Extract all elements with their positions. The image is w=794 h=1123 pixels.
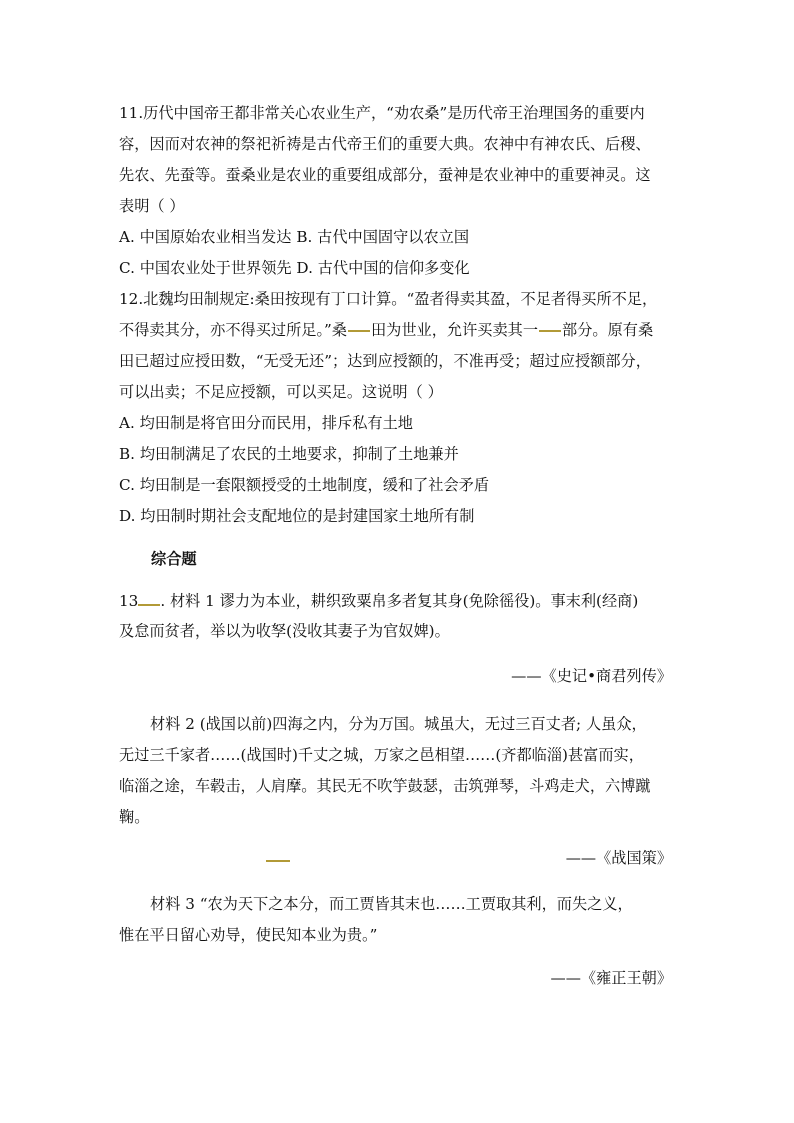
q13-material-3-line-1: 材料 3 “农为天下之本分，而工贾皆其末也……工贾取其利，而失之义， bbox=[150, 895, 633, 913]
q11-stem-line-1: 11.历代中国帝王都非常关心农业生产，“劝农桑”是历代帝王治理国务的重要内 bbox=[119, 104, 645, 122]
q12-stem-line-2 bbox=[119, 320, 653, 340]
underline-mark bbox=[348, 330, 370, 332]
q13-material-3-line-2: 惟在平日留心劝导，使民知本业为贵。” bbox=[119, 926, 378, 944]
underline-mark bbox=[138, 590, 160, 606]
q13-material-3-source: ——《雍正王朝》 bbox=[550, 969, 672, 987]
q12-option-a: A. 均田制是将官田分而民用，排斥私有土地 bbox=[119, 414, 413, 432]
q12-option-b: B. 均田制满足了农民的土地要求，抑制了土地兼并 bbox=[119, 445, 459, 463]
q12-stem-line-2b: 桑 bbox=[331, 321, 347, 339]
q11-options-ab: A. 中国原始农业相当发达 B. 古代中国固守以农立国 bbox=[119, 228, 470, 246]
underline-mark bbox=[539, 330, 561, 332]
section-title: 综合题 bbox=[151, 550, 197, 568]
underline-mark bbox=[266, 860, 290, 862]
q12-stem-line-2c: 田为世业，允许买卖其一 bbox=[370, 321, 539, 339]
q12-option-d: D. 均田制时期社会支配地位的是封建国家土地所有制 bbox=[119, 507, 475, 525]
q12-stem-line-3: 田已超过应授田数，“无受无还”；达到应授额的，不准再受；超过应授额部分， bbox=[119, 352, 651, 370]
q11-options-cd: C. 中国农业处于世界领先 D. 古代中国的信仰多变化 bbox=[119, 259, 470, 277]
q11-stem-line-3: 先农、先蚕等。蚕桑业是农业的重要组成部分，蚕神是农业神中的重要神灵。这 bbox=[119, 166, 651, 184]
q13-material-2-line-4: 鞠。 bbox=[119, 808, 150, 826]
q11-stem-line-4: 表明（ ） bbox=[119, 197, 185, 215]
q12-option-c: C. 均田制是一套限额授受的土地制度，缓和了社会矛盾 bbox=[119, 476, 490, 494]
q13-material-2-line-3: 临淄之途，车毂击，人肩摩。其民无不吹竽鼓瑟，击筑弹琴，斗鸡走犬，六博蹴 bbox=[119, 777, 651, 795]
q13-material-1-source: ——《史记•商君列传》 bbox=[511, 667, 672, 685]
q12-stem-line-1: 12.北魏均田制规定:桑田按现有丁口计算。“盈者得卖其盈，不足者得买所不足， bbox=[119, 290, 658, 308]
q13-material-1-text: . 材料 1 谬力为本业，耕织致粟帛多者复其身(免除徭役)。事末利(经商) bbox=[160, 592, 639, 610]
q13-material-2-line-2: 无过三千家者……(战国时)千丈之城，万家之邑相望……(齐都临淄)甚富而实， bbox=[119, 746, 644, 764]
q12-stem-line-2d: 部分。原有桑 bbox=[562, 321, 654, 339]
q11-stem-line-2: 容，因而对农神的祭祀祈祷是古代帝王们的重要大典。农神中有神农氏、后稷、 bbox=[119, 135, 651, 153]
q13-material-1-line-2: 及怠而贫者，举以为收孥(没收其妻子为官奴婢)。 bbox=[119, 622, 450, 640]
q13-material-1-line-1 bbox=[119, 590, 638, 611]
q13-number: 13 bbox=[119, 592, 139, 610]
q13-material-2-line-1: 材料 2 (战国以前)四海之内，分为万国。城虽大，无过三百丈者; 人虽众， bbox=[150, 715, 647, 733]
q12-stem-line-4: 可以出卖；不足应授额，可以买足。这说明（ ） bbox=[119, 383, 443, 401]
q13-material-2-source: ——《战国策》 bbox=[565, 849, 672, 867]
q12-stem-line-2a: 不得卖其分，亦不得买过所足。” bbox=[119, 321, 332, 339]
